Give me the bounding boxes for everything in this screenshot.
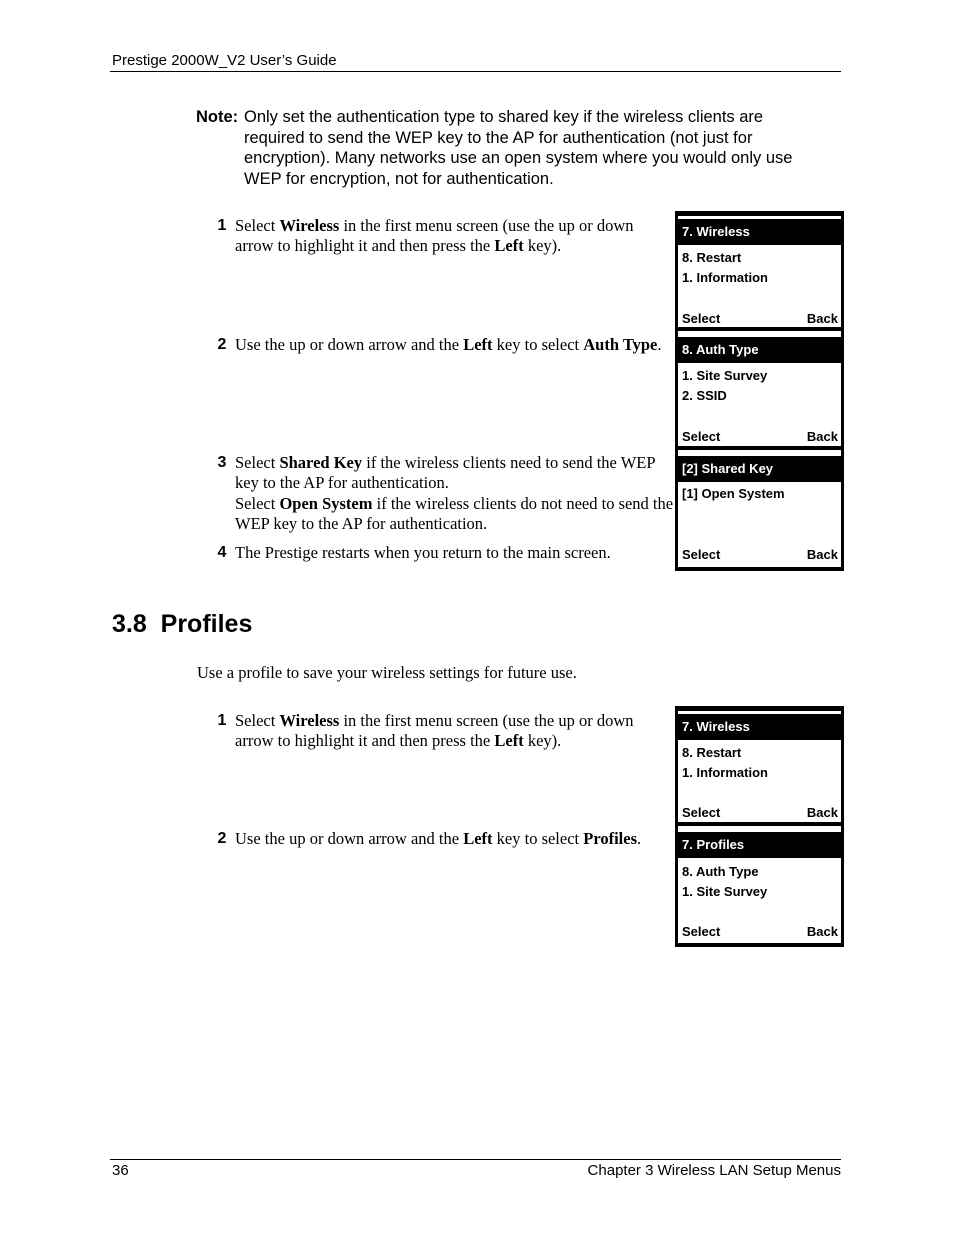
step-text: Use the up or down arrow and the Left key to select Auth Type. [235, 335, 662, 354]
lcd-selected-item: 7. Wireless [678, 714, 841, 740]
lcd-select-softkey: Select [682, 429, 721, 444]
lcd-menu-item: 8. Restart [682, 745, 742, 760]
lcd-select-softkey: Select [682, 311, 721, 326]
lcd-menu-item: 8. Restart [682, 250, 742, 265]
lcd-back-softkey: Back [806, 429, 838, 444]
lcd-screen [678, 450, 841, 567]
footer-rule [110, 1159, 841, 1160]
step-number: 1 [217, 712, 227, 729]
header-rule [110, 71, 841, 72]
lcd-menu-item: 1. Information [682, 765, 768, 780]
lcd-menu-item: 1. Site Survey [682, 368, 768, 383]
step-text: Select Wireless in the first menu screen (use the up or down arrow to highlight it and then press the Left key). [235, 711, 634, 751]
step-number: 2 [217, 830, 227, 847]
lcd-panel-profiles [675, 706, 844, 947]
note-line: encryption). Many networks use an open system where you would only use [244, 149, 793, 167]
note-label: Note: [196, 108, 239, 126]
step-text: Select Shared Key if the wireless clients need to send the WEP key to the AP for authentication. Select Open System if the wireless clients do not need to send the WEP key to the AP for authentication. [235, 453, 674, 533]
lcd-select-softkey: Select [682, 805, 721, 820]
lcd-back-softkey: Back [806, 311, 838, 326]
lcd-menu-item: 1. Information [682, 270, 768, 285]
lcd-selected-item: [2] Shared Key [678, 456, 841, 482]
chapter-title: Chapter 3 Wireless LAN Setup Menus [587, 1162, 841, 1179]
note-line: Only set the authentication type to shared key if the wireless clients are [244, 108, 764, 126]
step-text: Select Wireless in the first menu screen (use the up or down arrow to highlight it and then press the Left key). [235, 216, 634, 256]
lcd-screen [678, 826, 841, 943]
step-number: 4 [217, 544, 227, 561]
step-text: Use the up or down arrow and the Left key to select Profiles. [235, 829, 642, 848]
step-number: 1 [217, 217, 227, 234]
step-text: The Prestige restarts when you return to the main screen. [235, 543, 611, 562]
lcd-back-softkey: Back [806, 924, 838, 939]
step-number: 3 [217, 454, 227, 471]
note-text [244, 107, 824, 189]
section-intro: Use a profile to save your wireless settings for future use. [197, 663, 577, 682]
lcd-select-softkey: Select [682, 547, 721, 562]
step-number: 2 [217, 336, 227, 353]
lcd-screen [678, 711, 841, 822]
running-header: Prestige 2000W_V2 User’s Guide [112, 52, 337, 69]
note-line: WEP for encryption, not for authentication. [244, 169, 554, 188]
lcd-menu-item: 8. Auth Type [682, 864, 759, 879]
lcd-selected-item: 7. Profiles [678, 832, 841, 858]
lcd-back-softkey: Back [806, 547, 838, 562]
lcd-menu-item: [1] Open System [682, 486, 785, 501]
page-number: 36 [112, 1162, 129, 1179]
lcd-screen [678, 216, 841, 327]
lcd-selected-item: 7. Wireless [678, 219, 841, 245]
lcd-back-softkey: Back [806, 805, 838, 820]
lcd-selected-item: 8. Auth Type [678, 337, 841, 363]
lcd-panel-auth [675, 211, 844, 571]
lcd-select-softkey: Select [682, 924, 721, 939]
lcd-menu-item: 1. Site Survey [682, 884, 768, 899]
lcd-screen [678, 331, 841, 446]
lcd-menu-item: 2. SSID [682, 388, 727, 403]
section-heading: 3.8 Profiles [112, 610, 253, 638]
note-line: required to send the WEP key to the AP for authentication (not just for [244, 128, 753, 147]
